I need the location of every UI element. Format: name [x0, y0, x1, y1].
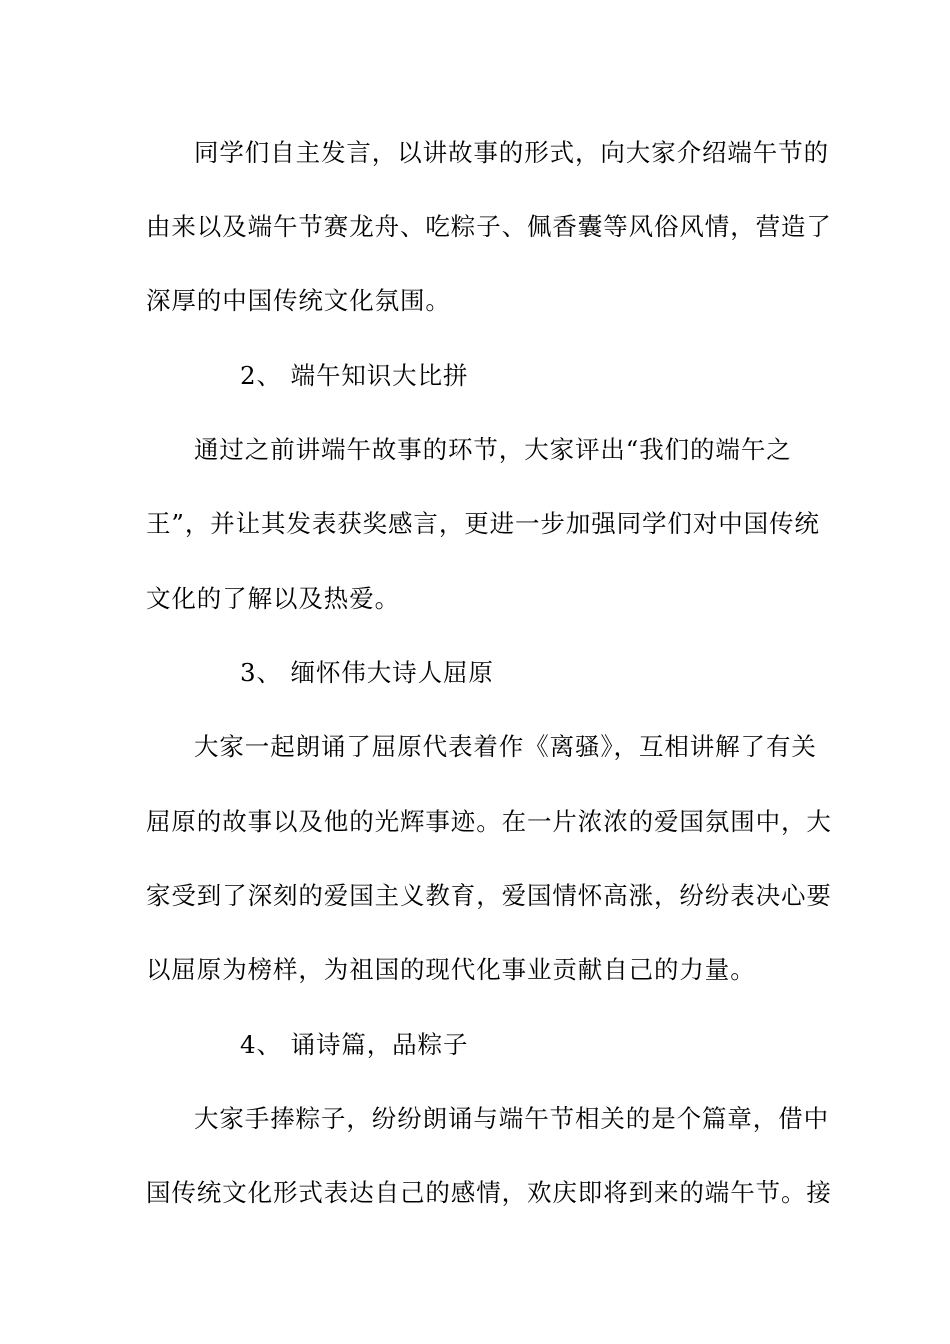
paragraph-line: 深厚的中国传统文化氛围。 [146, 286, 451, 315]
paragraph-line: 同学们自主发言，以讲故事的形式，向大家介绍端午节的 [194, 138, 829, 167]
section-heading: 4、 诵诗篇，品粽子 [240, 1030, 469, 1059]
paragraph-line: 大家手捧粽子，纷纷朗诵与端午节相关的是个篇章，借中 [194, 1104, 829, 1133]
paragraph-line: 王”，并让其发表获奖感言，更进一步加强同学们对中国传统 [146, 509, 820, 538]
paragraph-line: 家受到了深刻的爱国主义教育，爱国情怀高涨，纷纷表决心要 [146, 881, 832, 910]
section-heading: 2、 端午知识大比拼 [240, 361, 469, 390]
paragraph-line: 通过之前讲端午故事的环节，大家评出“我们的端午之 [194, 435, 792, 464]
paragraph-line: 以屈原为榜样，为祖国的现代化事业贡献自己的力量。 [146, 955, 756, 984]
paragraph-line: 文化的了解以及热爱。 [146, 584, 400, 613]
paragraph-line: 国传统文化形式表达自己的感情，欢庆即将到来的端午节。接 [146, 1178, 832, 1207]
paragraph-line: 屈原的故事以及他的光辉事迹。在一片浓浓的爱国氛围中，大 [146, 807, 832, 836]
section-heading: 3、 缅怀伟大诗人屈原 [240, 658, 494, 687]
paragraph-line: 由来以及端午节赛龙舟、吃粽子、佩香囊等风俗风情，营造了 [146, 212, 832, 241]
paragraph-line: 大家一起朗诵了屈原代表着作《离骚》，互相讲解了有关 [194, 732, 817, 761]
